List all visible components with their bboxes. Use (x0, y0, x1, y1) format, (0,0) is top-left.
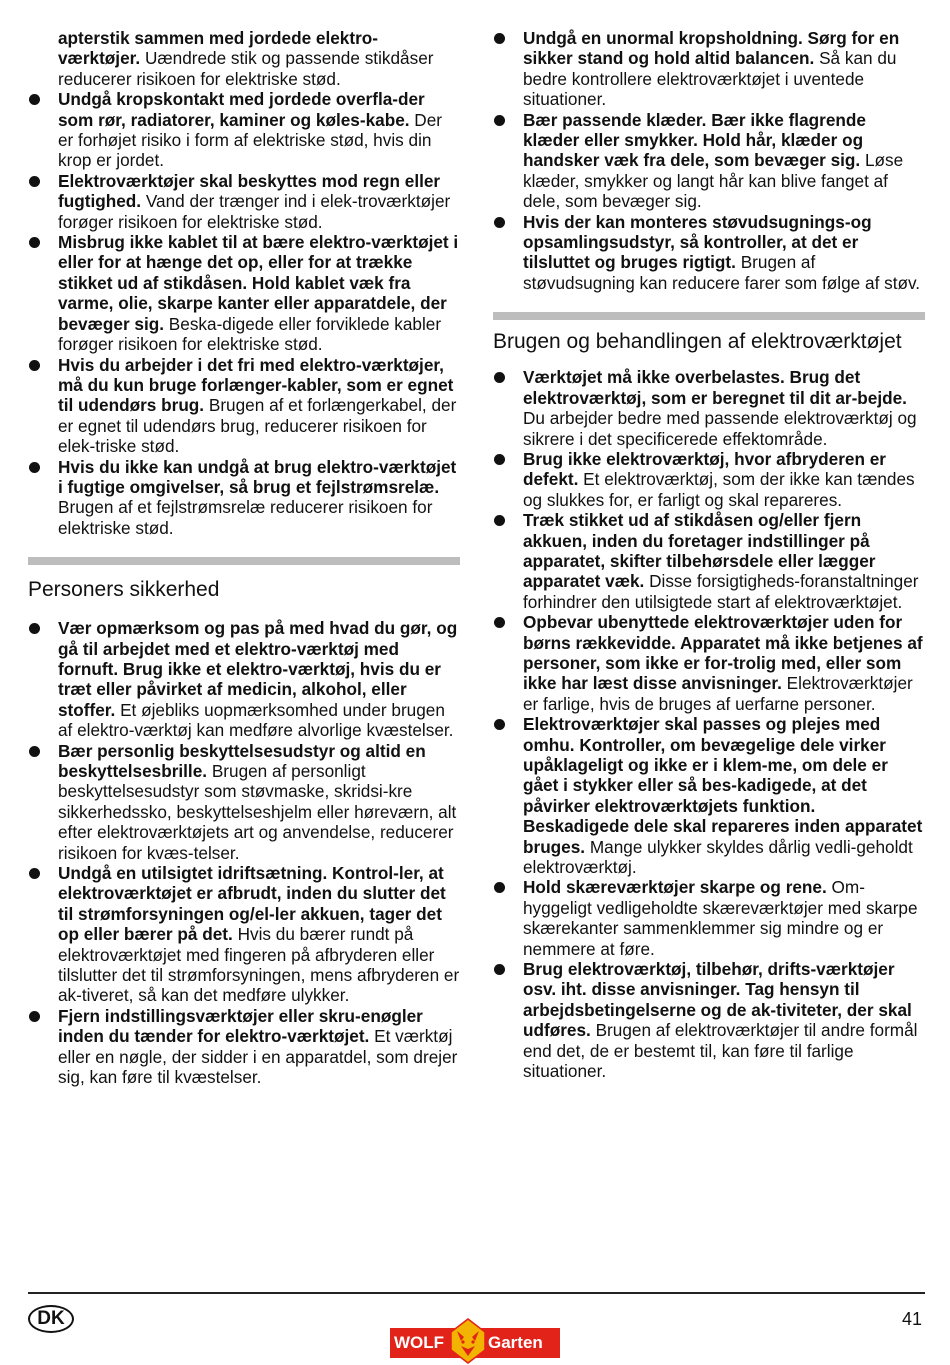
bullet-icon (29, 462, 40, 473)
bullet-icon (29, 868, 40, 879)
bullet-icon (494, 115, 505, 126)
bullet-bold-text: Undgå en unormal kropsholdning. Sørg for en sikker stand og hold altid balancen. (523, 28, 900, 69)
bullet-body-text: Brugen af elektroværktøjer til andre formål end det, de er bestemt til, kan føre til farlige situationer. (523, 1020, 918, 1082)
bullet-bold-text: Undgå kropskontakt med jordede overfla-der som rør, radiatorer, kaminer og køles-kabe. (58, 89, 425, 130)
bullet-icon (29, 360, 40, 371)
bullet-bold-text: Bær passende klæder. Bær ikke flagrende klæder eller smykker. Hold hår, klæder og handsker væk fra dele, som bevæger sig. (523, 109, 866, 171)
bullet-icon (29, 176, 40, 187)
bullet-body-text: Disse forsigtigheds-foranstaltninger forhindrer den utilsigtede start af elektroværktøjet. (523, 571, 919, 612)
bullet-body-text: Brugen af personligt beskyttelsesudstyr som støvmaske, skridsi-kre sikkerhedssko, beskyttelseshjelm eller høreværn, alt efter elektroværktøjets art og anvendelse, reducerer risikoen for kvæs-telser. (58, 761, 457, 863)
bullet-item (493, 110, 925, 212)
bullet-bold-text: Hvis der kan monteres støvudsugnings-og opsamlingsudstyr, så kontroller, at det er tilsluttet og bruges rigtigt. (523, 211, 872, 273)
wolf-head-icon (448, 1318, 488, 1364)
section-heading-personal-safety: Personers sikkerhed (28, 578, 220, 602)
page-number: 41 (901, 1309, 922, 1329)
bullet-item (493, 959, 925, 1081)
bullet-icon (29, 746, 40, 757)
bullet-body-text: Du arbejder bedre med passende elektroværktøj og sikrere i det specificerede effektområde. (523, 408, 917, 449)
bullet-icon (29, 1011, 40, 1022)
right-column (493, 28, 925, 1082)
bullet-icon (494, 964, 505, 975)
right-bullet-list (493, 28, 925, 293)
bullet-body-text: Et elektroværktøj, som der ikke kan tændes og slukkes for, er farligt og skal repareres. (523, 469, 915, 510)
logo-text-left: WOLF (394, 1333, 445, 1352)
wolf-garten-logo (390, 1318, 560, 1364)
bullet-bold-text: Elektroværktøjer skal beskyttes mod regn eller fugtighed. (58, 170, 441, 212)
tool-use-list (493, 367, 925, 1081)
bullet-item (28, 355, 460, 457)
bullet-item (493, 714, 925, 877)
bullet-body-text: Mange ulykker skyldes dårlig vedli-geholdt elektroværktøj. (523, 836, 913, 878)
bullet-body-text: Der er forhøjet risiko i form af elektriske stød, hvis din krop er jordet. (58, 109, 443, 171)
bullet-bold-text: Brug elektroværktøj, tilbehør, drifts-værktøjer osv. iht. disse anvisninger. Tag hensyn til arbejdsbetingelserne og de ak-tiviteter, der skal udføres. (523, 959, 912, 1041)
bullet-body-text: Brugen af et forlængerkabel, der er egnet til udendørs brug, reducerer risikoen for elek-triske stød. (58, 395, 457, 457)
bullet-item (28, 232, 460, 354)
bullet-bold-text: Træk stikket ud af stikdåsen og/eller fjern akkuen, inden du foretager indstillinger på apparatet, skifter tilbehørsdele eller lægger apparatet væk. (523, 510, 876, 592)
intro-bold: apterstik sammen med jordede elektro-værktøjer. (58, 28, 378, 69)
bullet-item (28, 171, 460, 232)
bullet-bold-text: Værktøjet må ikke overbelastes. Brug det elektroværktøj, som er beregnet til dit ar-bejde. (523, 367, 907, 408)
bullet-body-text: Elektroværktøjer er farlige, hvis de bruges af uerfarne personer. (523, 673, 913, 714)
bullet-bold-text: Hold skæreværktøjer skarpe og rene. (523, 877, 827, 898)
bullet-icon (494, 617, 505, 628)
bullet-icon (494, 217, 505, 228)
bullet-item (28, 89, 460, 171)
bullet-bold-text: Undgå en utilsigtet idriftsætning. Kontrol-ler, at elektroværktøjet er afbrudt, inden du slutter det til strømforsyningen og/el-ler akkuen, tager det op eller bærer på det. (58, 863, 446, 945)
bullet-body-text: Et værktøj eller en nøgle, der sidder i en apparatdel, som drejer sig, kan føre til kvæstelser. (58, 1026, 458, 1088)
bullet-icon (29, 623, 40, 634)
bullet-item (493, 877, 925, 959)
bullet-item (493, 212, 925, 294)
bullet-body-text: Om-hyggeligt vedligeholdte skæreværktøjer med skarpe skærekanter sammenklemmer sig mindre og er nemmere at føre. (523, 877, 918, 959)
bullet-icon (494, 454, 505, 465)
logo-text-right: Garten (488, 1333, 543, 1352)
bullet-icon (494, 515, 505, 526)
bullet-bold-text: Vær opmærksom og pas på med hvad du gør, og gå til arbejdet med et elektro-værktøj med fornuft. Brug ikke et elektro-værktøj, hvis du er træt eller påvirket af medicin, alkohol, eller stoffer. (58, 618, 458, 720)
bullet-icon (494, 882, 505, 893)
bullet-item (493, 510, 925, 612)
bullet-bold-text: Elektroværktøjer skal passes og plejes med omhu. Kontroller, om bevægelige dele virker upåklageligt og ikke er i klem-me, om dele er gået i stykker eller så bes-kadigede, at det påvirker elektroværktøjets funktion. Beskadigede dele skal repareres inden apparatet bruges. (523, 714, 923, 857)
bullet-item (493, 449, 925, 510)
left-bullet-list (28, 89, 460, 538)
bullet-body-text: Beska-digede eller forviklede kabler forøger risikoen for elektriske stød. (58, 313, 442, 355)
bullet-body-text: Løse klæder, smykker og langt hår kan blive fanget af dele, som bevæger sig. (523, 150, 904, 212)
bullet-item (28, 741, 460, 863)
language-badge: DK (28, 1305, 74, 1333)
bullet-body-text: Hvis du bærer rundt på elektroværktøjet med fingeren på afbryderen eller tilslutter det til strømforsyningen, mens afbryderen er ak-tiveret, så kan det medføre ulykker. (58, 924, 460, 1006)
section-divider (493, 312, 925, 320)
section-heading-tool-use: Brugen og behandlingen af elektroværktøjet (493, 330, 902, 354)
bullet-bold-text: Bær personlig beskyttelsesudstyr og altid en beskyttelsesbrille. (58, 740, 426, 781)
bullet-item (493, 367, 925, 449)
bullet-body-text: Brugen af et fejlstrømsrelæ reducerer risikoen for elektriske stød. (58, 497, 433, 538)
bullet-body-text: Så kan du bedre kontrollere elektroværktøjet i uventede situationer. (523, 48, 897, 110)
bullet-bold-text: Hvis du arbejder i det fri med elektro-værktøjer, må du kun bruge forlænger-kabler, som er egnet til udendørs brug. (58, 354, 454, 416)
bullet-bold-text: Opbevar ubenyttede elektroværktøjer uden for børns rækkevidde. Apparatet må ikke betjenes af personer, som ikke er for-trolig med, eller som ikke har læst disse anvisninger. (523, 612, 923, 694)
section-divider (28, 557, 460, 565)
bullet-icon (29, 94, 40, 105)
bullet-bold-text: Hvis du ikke kan undgå at brug elektro-værktøjet i fugtige omgivelser, så brug et fejlstrømsrelæ. (58, 456, 457, 497)
bullet-item (28, 1006, 460, 1088)
bullet-icon (29, 237, 40, 248)
bullet-icon (494, 33, 505, 44)
left-column (28, 28, 460, 1088)
bullet-item (493, 612, 925, 714)
bullet-body-text: Et øjebliks uopmærksomhed under brugen af elektro-værktøj kan medføre alvorlige kvæstelser. (58, 699, 454, 741)
bullet-icon (494, 719, 505, 730)
bullet-item (28, 457, 460, 539)
intro-paragraph (28, 28, 460, 89)
bullet-icon (494, 372, 505, 383)
bullet-item (28, 863, 460, 1006)
bullet-item (28, 618, 460, 740)
bullet-bold-text: Fjern indstillingsværktøjer eller skru-enøgler inden du tænder for elektro-værktøjet. (58, 1005, 423, 1047)
bullet-body-text: Brugen af støvudsugning kan reducere farer som følge af støv. (523, 252, 921, 293)
bullet-body-text: Vand der trænger ind i elek-troværktøjer forøger risikoen for elektriske stød. (58, 191, 451, 232)
bullet-bold-text: Misbrug ikke kablet til at bære elektro-værktøjet i eller for at hænge det op, eller for at trække stikket ud af stikdåsen. Hold kablet væk fra varme, olie, skarpe kanter eller apparatdele, der bevæger sig. (58, 232, 459, 334)
bullet-item (493, 28, 925, 110)
intro-text: Uændrede stik og passende stikdåser reducerer risikoen for elektriske stød. (58, 48, 434, 89)
footer-divider (28, 1292, 925, 1294)
personal-safety-list (28, 618, 460, 1087)
bullet-bold-text: Brug ikke elektroværktøj, hvor afbryderen er defekt. (523, 448, 886, 490)
